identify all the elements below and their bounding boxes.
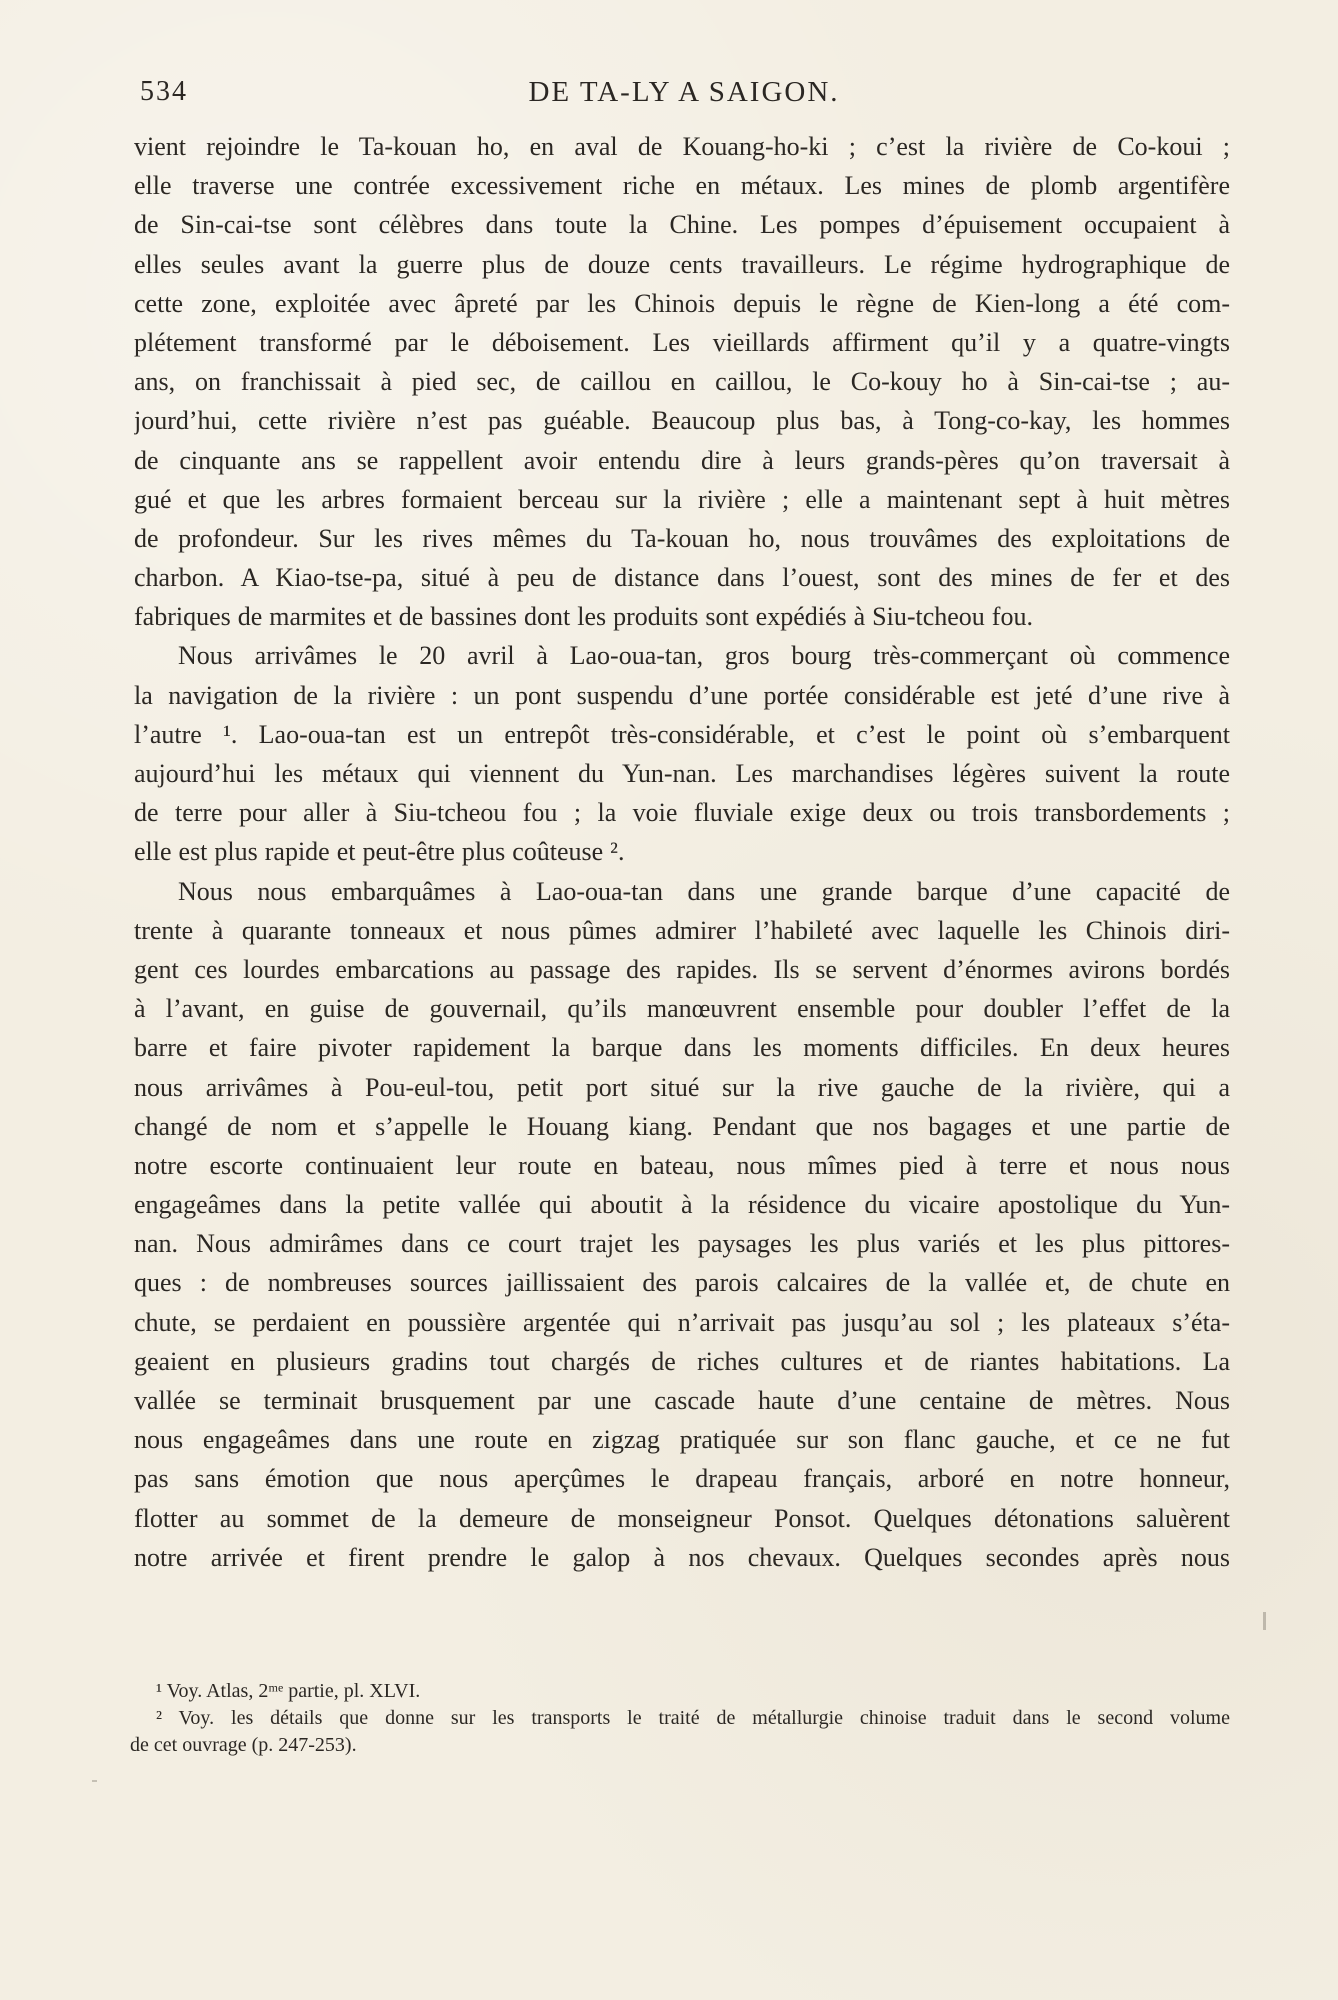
text-line: notre arrivée et firent prendre le galop à nos chevaux. Quelques secondes après nous bbox=[134, 1542, 1230, 1572]
text-line: aujourd’hui les métaux qui viennent du Yun-nan. Les marchandises légères suivent la route bbox=[134, 759, 1230, 788]
text-line: notre escorte continuaient leur route en bateau, nous mîmes pied à terre et nous nous bbox=[134, 1150, 1230, 1180]
text-line: ques : de nombreuses sources jaillissaient des parois calcaires de la vallée et, de chute en bbox=[134, 1268, 1230, 1298]
page-header bbox=[140, 72, 1228, 112]
text-line: cette zone, exploitée avec âpreté par les Chinois depuis le règne de Kien-long a été com- bbox=[134, 288, 1230, 318]
text-line: flotter au sommet de la demeure de monseigneur Ponsot. Quelques détonations saluèrent bbox=[134, 1503, 1230, 1533]
text-line: elle est plus rapide et peut-être plus coûteuse ². bbox=[134, 837, 625, 867]
text-line: charbon. A Kiao-tse-pa, situé à peu de distance dans l’ouest, sont des mines de fer et des bbox=[134, 563, 1230, 593]
paragraph-start-line: Nous nous embarquâmes à Lao-oua-tan dans une grande barque d’une capacité de bbox=[178, 876, 1230, 906]
footnote-2: ² Voy. les détails que donne sur les transports le traité de métallurgie chinoise traduit dans le second volume bbox=[156, 1707, 1230, 1729]
text-line: la navigation de la rivière : un pont suspendu d’une portée considérable est jeté d’une rive à bbox=[134, 680, 1230, 710]
text-line: de terre pour aller à Siu-tcheou fou ; la voie fluviale exige deux ou trois transbordements ; bbox=[134, 798, 1230, 828]
text-line: de profondeur. Sur les rives mêmes du Ta-kouan ho, nous trouvâmes des exploitations de bbox=[134, 523, 1230, 553]
text-line: de Sin-cai-tse sont célèbres dans toute la Chine. Les pompes d’épuisement occupaient à bbox=[134, 210, 1230, 240]
text-line: engageâmes dans la petite vallée qui aboutit à la résidence du vicaire apostolique du Yun- bbox=[134, 1190, 1230, 1220]
text-line: ans, on franchissait à pied sec, de caillou en caillou, le Co-kouy ho à Sin-cai-tse ; au- bbox=[134, 367, 1230, 397]
main-text bbox=[134, 127, 1230, 1577]
page-number: 534 bbox=[140, 76, 188, 107]
text-line: chute, se perdaient en poussière argentée qui n’arrivait pas jusqu’au sol ; les plateaux s’éta- bbox=[134, 1307, 1230, 1337]
text-line: vallée se terminait brusquement par une cascade haute d’une centaine de mètres. Nous bbox=[134, 1386, 1230, 1415]
text-line: barre et faire pivoter rapidement la barque dans les moments difficiles. En deux heures bbox=[134, 1033, 1230, 1063]
footnotes bbox=[130, 1678, 1230, 1759]
text-line: elles seules avant la guerre plus de douze cents travailleurs. Le régime hydrographique de bbox=[134, 249, 1230, 279]
text-line: nan. Nous admirâmes dans ce court trajet les paysages les plus variés et les plus pittores- bbox=[134, 1229, 1230, 1259]
text-line: jourd’hui, cette rivière n’est pas guéable. Beaucoup plus bas, à Tong-co-kay, les hommes bbox=[134, 406, 1230, 436]
text-line: geaient en plusieurs gradins tout chargés de riches cultures et de riantes habitations. La bbox=[134, 1346, 1230, 1376]
footnote-2-continuation: de cet ouvrage (p. 247-253). bbox=[130, 1734, 357, 1756]
running-title: DE TA-LY A SAIGON. bbox=[528, 76, 840, 108]
paragraph-start-line: Nous arrivâmes le 20 avril à Lao-oua-tan, gros bourg très-commerçant où commence bbox=[178, 641, 1230, 671]
text-line: fabriques de marmites et de bassines dont les produits sont expédiés à Siu-tcheou fou. bbox=[134, 602, 1033, 632]
page-blemish bbox=[92, 1780, 97, 1782]
footnote-1: ¹ Voy. Atlas, 2ᵐᵉ partie, pl. XLVI. bbox=[156, 1680, 421, 1702]
text-line: de cinquante ans se rappellent avoir entendu dire à leurs grands-pères qu’on traversait à bbox=[134, 445, 1230, 475]
margin-mark bbox=[1263, 1612, 1266, 1630]
text-line: nous engageâmes dans une route en zigzag pratiquée sur son flanc gauche, et ce ne fut bbox=[134, 1425, 1230, 1455]
text-line: changé de nom et s’appelle le Houang kiang. Pendant que nos bagages et une partie de bbox=[134, 1111, 1230, 1141]
text-line: nous arrivâmes à Pou-eul-tou, petit port situé sur la rive gauche de la rivière, qui a bbox=[134, 1072, 1230, 1102]
text-line: elle traverse une contrée excessivement riche en métaux. Les mines de plomb argentifère bbox=[134, 171, 1230, 201]
text-line: pas sans émotion que nous aperçûmes le drapeau français, arboré en notre honneur, bbox=[134, 1464, 1230, 1494]
text-line: trente à quarante tonneaux et nous pûmes admirer l’habileté avec laquelle les Chinois diri- bbox=[134, 915, 1230, 945]
text-line: gué et que les arbres formaient berceau sur la rivière ; elle a maintenant sept à huit mètres bbox=[134, 484, 1230, 514]
text-line: gent ces lourdes embarcations au passage des rapides. Ils se servent d’énormes avirons bordés bbox=[134, 954, 1230, 984]
text-line: plétement transformé par le déboisement. Les vieillards affirment qu’il y a quatre-vingts bbox=[134, 327, 1230, 357]
text-line: l’autre ¹. Lao-oua-tan est un entrepôt très-considérable, et c’est le point où s’embarquent bbox=[134, 719, 1230, 749]
text-line: vient rejoindre le Ta-kouan ho, en aval de Kouang-ho-ki ; c’est la rivière de Co-koui ; bbox=[134, 132, 1230, 161]
text-line: à l’avant, en guise de gouvernail, qu’ils manœuvrent ensemble pour doubler l’effet de la bbox=[134, 994, 1230, 1024]
